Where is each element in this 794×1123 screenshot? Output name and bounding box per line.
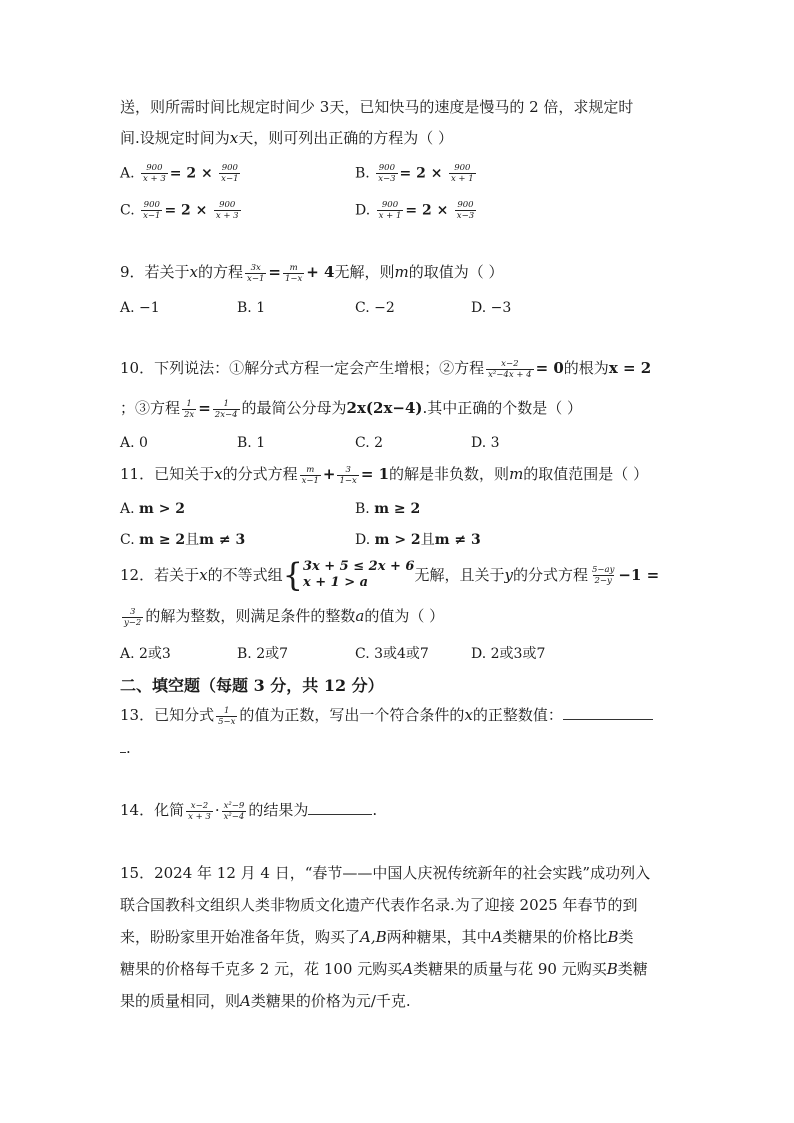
fraction [141,200,162,221]
numerator: m [289,262,298,273]
option-label: B. [355,501,370,517]
numerator: 1 [186,398,192,409]
math: 2x(2x−4) [346,399,423,417]
q11-option-b[interactable] [355,499,420,519]
q9-option-a[interactable] [120,298,160,318]
denominator: x−1 [221,174,239,184]
q10-text: 10．下列说法：①解分式方程一定会产生增根；②方程 [120,359,485,377]
denominator: x²−4x + 4 [488,369,532,380]
denominator: x−1 [143,211,161,221]
brace-icon: { [282,556,303,594]
math: m ≥ 2 [374,501,421,517]
q11-text: 11．已知关于 [120,465,215,483]
q10-option-c[interactable] [355,433,383,453]
numerator: x²−9 [223,800,245,811]
var: B [607,928,619,946]
math: m > 2 [139,501,186,517]
q15-text: 联合国教科文组织人类非物质文化遗产代表作名录.为了迎接 2025 年春节的到 [120,896,638,914]
fraction [182,399,196,420]
q15-text: 类糖果的质量与花 90 元购买 [413,960,607,978]
var: x [189,263,199,281]
option-label: A. [120,165,135,182]
operator: = 2 × [405,202,449,219]
denominator: 5−x [218,716,236,727]
q15-line3 [120,927,634,947]
section-title: 二、填空题（每题 3 分，共 12 分） [120,676,384,695]
var: a [355,607,365,625]
numerator: 1 [224,705,230,716]
option-label: A. 2或3 [120,646,171,662]
q11-option-a[interactable] [120,499,185,519]
numerator: 900 [454,163,471,173]
fraction [213,399,240,420]
fraction [337,465,358,486]
denominator: x + 3 [188,811,211,822]
q12-line1 [120,558,659,592]
q14-stem [120,800,377,822]
math: x = 2 [608,359,652,377]
operator: = [198,399,211,417]
q9-text: 的方程 [198,263,244,281]
q8-line2 [120,128,453,148]
denominator: 2x−4 [214,409,238,420]
var: A [491,928,503,946]
numerator: 3x [250,262,261,273]
q13-text: 13．已知分式 [120,706,215,724]
operator: = 1 [360,465,390,483]
fraction [245,263,266,284]
q11-option-c[interactable] [120,530,245,550]
q11-stem [120,464,648,486]
fraction [122,607,143,628]
numerator: 900 [378,163,395,173]
q12-option-c[interactable] [355,644,429,664]
q15-text: 类 [618,928,634,946]
q9-stem [120,262,504,284]
q15-text: 糖果的价格每千克多 2 元，花 100 元购买 [120,960,403,978]
q13-stem [120,705,653,727]
var: x [464,706,473,724]
inequality: x + 1 > a [302,575,369,590]
numerator: 900 [143,200,160,210]
option-label: D. −3 [471,300,512,316]
option-label: D. 3 [471,435,500,451]
q8-option-d[interactable] [355,200,478,221]
section-heading [120,676,384,696]
q9-option-c[interactable] [355,298,395,318]
fraction [222,801,247,822]
q12-option-b[interactable] [237,644,288,664]
var: B [606,960,618,978]
q12-text: 无解，且关于 [414,566,505,584]
q11-text: 的取值范围是（ ） [523,465,649,483]
numerator: 1 [223,398,229,409]
operator: + 4 [306,263,335,281]
q10-text: 的最简公分母为 [241,399,347,417]
fraction [300,465,321,486]
denominator: 2−y [594,575,612,586]
option-label: C. −2 [355,300,395,316]
q11-text: 且 [185,532,200,548]
q15-line1 [120,863,650,883]
q10-option-b[interactable] [237,433,265,453]
denominator: x−3 [378,174,396,184]
math: m ≠ 3 [434,532,481,548]
operator: = 2 × [399,165,443,182]
q15-line2 [120,895,637,915]
q15-line4 [120,959,648,979]
math: m ≠ 3 [199,532,246,548]
var: A,B [360,928,387,946]
q15-text: 果的质量相同，则 [120,992,241,1010]
q8-line1-text: 送，则所需时间比规定时间少 3天，已知快马的速度是慢马的 2 倍，求规定时 [120,98,634,116]
denominator: x + 3 [215,211,239,221]
q11-option-d[interactable] [355,530,481,550]
q15-text: 类糖果的价格为元/千克. [250,992,411,1010]
numerator: 900 [381,200,399,210]
option-label: C. 2 [355,435,384,451]
q11-text: 的分式方程 [222,465,298,483]
operator: = 0 [535,359,564,377]
var: x [199,566,208,584]
var: m [394,263,409,281]
q11-text: 且 [420,532,435,548]
denominator: x + 1 [378,211,402,221]
numerator: x−2 [190,800,209,811]
numerator: 900 [221,163,238,173]
option-label: B. [355,165,370,182]
option-label: B. 1 [237,300,266,316]
q8-var: x [229,129,239,147]
q9-option-b[interactable] [237,298,265,318]
denominator: x−1 [301,475,319,486]
q8-option-c[interactable] [120,200,243,221]
denominator: x + 3 [143,174,166,184]
fraction [283,263,304,284]
operator: = [268,263,281,281]
option-label: C. [120,202,135,219]
q15-line5 [120,991,411,1011]
option-label: A. [120,501,135,517]
q15-text: 类糖果的价格比 [502,928,608,946]
answer-blank[interactable] [308,800,372,815]
q10-text: .其中正确的个数是（ ） [422,399,583,417]
q10-option-a[interactable] [120,433,148,453]
fraction [186,801,213,822]
fraction [219,163,240,184]
numerator: 900 [146,163,163,173]
denominator: x−3 [456,211,475,221]
var: A [240,992,251,1010]
denominator: 1−x [284,273,303,284]
fraction [455,200,476,221]
option-label: D. [355,202,371,219]
q13-text: . [126,739,131,757]
option-label: A. 0 [120,435,148,451]
numerator: x−2 [501,358,519,369]
q14-text: 的结果为 [248,801,309,819]
numerator: 900 [457,200,474,210]
denominator: x−1 [247,273,265,284]
operator: · [214,801,220,819]
math: m > 2 [374,532,421,548]
denominator: 2x [184,409,195,420]
q10-line2 [120,398,582,420]
operator: = 2 × [169,165,213,182]
q8-line1 [120,97,633,117]
option-label: D. 2或3或7 [471,646,546,662]
fraction [449,163,476,184]
q10-option-d[interactable] [471,433,500,453]
denominator: 1−x [339,475,357,486]
fraction [376,163,397,184]
fraction [590,565,616,586]
q12-option-a[interactable] [120,644,171,664]
q12-text: 的不等式组 [207,566,283,584]
denominator: y−2 [124,617,142,628]
q15-text: 来，盼盼家里开始准备年货，购买了 [120,928,361,946]
fraction [141,163,168,184]
option-label: B. 2或7 [237,646,289,662]
q15-text: 类糖 [617,960,648,978]
q12-line2 [120,606,444,628]
var: x [214,465,223,483]
q10-text: 的根为 [563,359,609,377]
q11-text: 的解是非负数，则 [389,465,510,483]
numerator: 5−ay [591,564,615,575]
var: A [402,960,414,978]
option-label: C. 3或4或7 [355,646,429,662]
q15-text: 15．2024 年 12 月 4 日，“春节——中国人庆祝传统新年的社会实践”成功列入 [120,864,651,882]
q14-text: . [372,801,378,819]
q10-line1 [120,358,651,380]
option-label: A. −1 [120,300,160,316]
fraction [486,359,533,380]
q8-text: 天，则可列出正确的方程为（ ） [238,129,454,147]
inequality-system [303,559,415,591]
q8-option-b[interactable] [355,163,478,184]
fraction [377,200,404,221]
numerator: m [306,464,315,475]
q8-text: 间.设规定时间为 [120,129,230,147]
q13-line2 [120,738,131,758]
var: m [509,465,524,483]
fraction [214,200,241,221]
q12-option-d[interactable] [471,644,545,664]
q9-text: 9．若关于 [120,263,190,281]
math: m ≥ 2 [139,532,186,548]
denominator: x²−4 [223,811,245,822]
answer-blank[interactable] [563,705,653,720]
q9-option-d[interactable] [471,298,511,318]
q8-option-a[interactable] [120,163,242,184]
operator: −1 = [618,566,660,584]
numerator: 3 [345,464,351,475]
q12-text: 的解为整数，则满足条件的整数 [145,607,356,625]
q13-text: 的值为正数，写出一个符合条件的 [239,706,465,724]
q12-text: 的值为（ ） [364,607,445,625]
q9-text: 无解，则 [334,263,395,281]
var: y [504,566,513,584]
option-label: B. 1 [237,435,266,451]
q13-text: 的正整数值： [472,706,563,724]
option-label: D. [355,532,371,548]
inequality: 3x + 5 ≤ 2x + 6 [302,559,415,574]
operator: + [322,465,336,483]
q14-text: 14．化简 [120,801,185,819]
numerator: 900 [219,200,236,210]
q12-text: 12．若关于 [120,566,200,584]
operator: = 2 × [164,202,208,219]
q12-text: 的分式方程 [512,566,588,584]
fraction [216,706,237,727]
numerator: 3 [129,606,136,617]
q10-text: ；③方程 [120,399,181,417]
option-label: C. [120,532,135,548]
q9-text: 的取值为（ ） [408,263,504,281]
denominator: x + 1 [450,174,474,184]
q15-text: 两种糖果，其中 [386,928,492,946]
